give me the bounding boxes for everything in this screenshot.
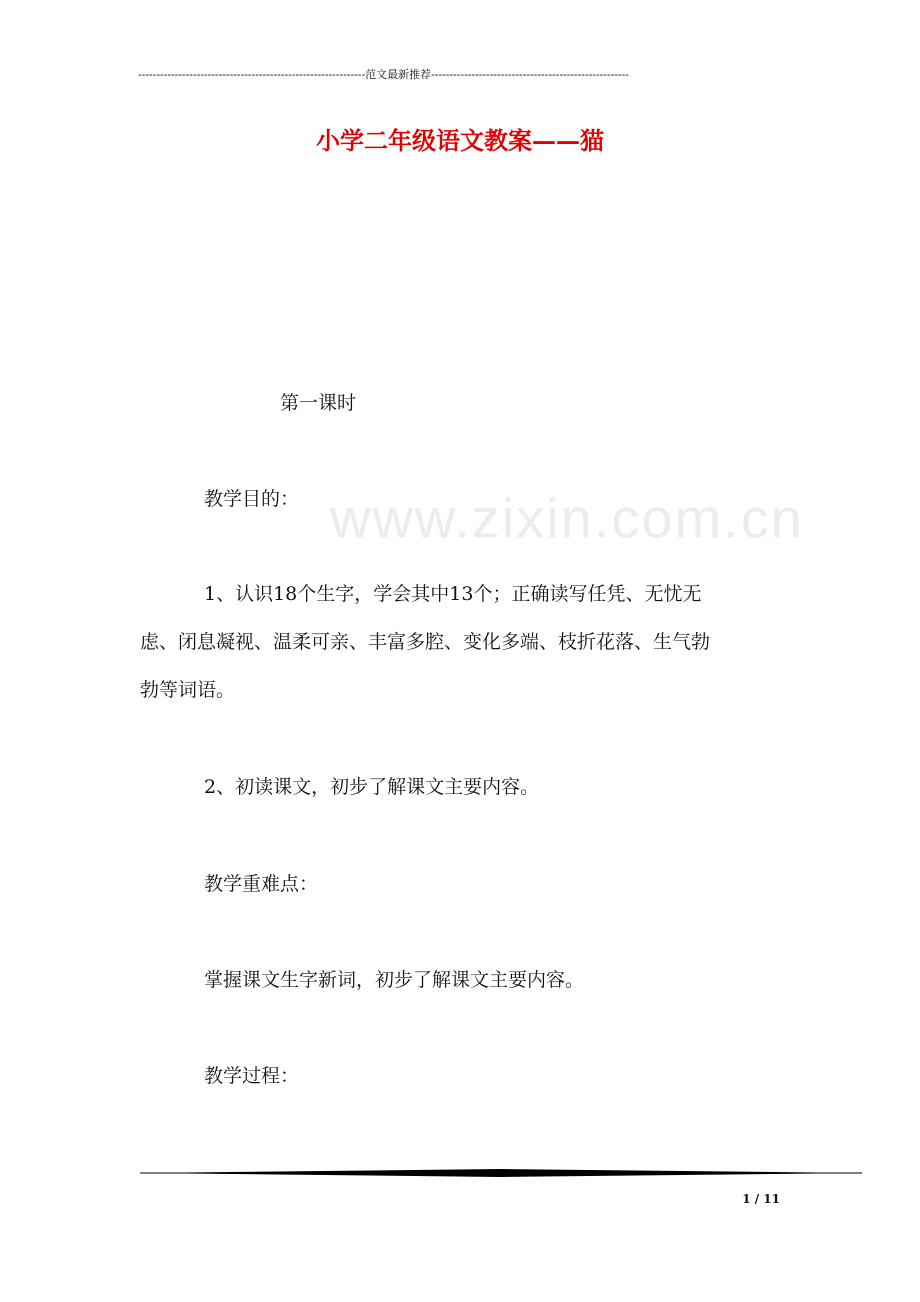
document-title: 小学二年级语文教案——猫 [316,126,604,155]
watermark: www.zixin.com.cn [330,486,804,550]
objective-2: 2、初读课文，初步了解课文主要内容。 [204,776,540,798]
key-points-text: 掌握课文生字新词，初步了解课文主要内容。 [204,969,585,991]
section-heading-process: 教学过程： [204,1065,300,1087]
section-heading-objectives: 教学目的： [204,488,300,510]
objective-1-line-2: 虑、闭息凝视、温柔可亲、丰富多腔、变化多端、枝折花落、生气勃 [140,631,711,653]
page-header: --------------------------------------------------------------范文最新推荐------------------------------------------------------ [138,69,629,81]
section-heading-key-points: 教学重难点： [204,873,319,895]
footer-divider [140,1166,862,1180]
page-number: 1 / 11 [742,1192,780,1206]
objective-1-line-1: 1、认识18个生字，学会其中13个；正确读写任凭、无忧无 [204,583,702,605]
lesson-period: 第一课时 [280,392,357,414]
objective-1-line-3: 勃等词语。 [140,679,236,701]
